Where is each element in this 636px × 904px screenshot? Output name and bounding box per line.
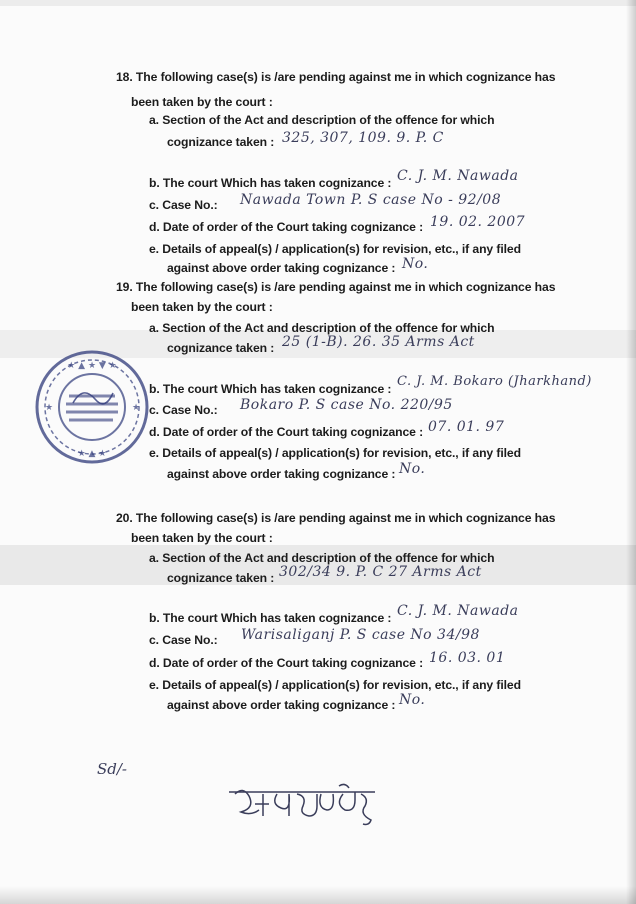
item-19-a-label: a. Section of the Act and description of the offence for which xyxy=(149,321,495,335)
scan-edge xyxy=(626,0,636,904)
scan-band xyxy=(0,0,636,6)
item-18-b-value: C. J. M. Nawada xyxy=(397,168,519,184)
svg-text:★: ★ xyxy=(45,403,54,413)
svg-text:★ ▲ ★ ▼ ★: ★ ▲ ★ ▼ ★ xyxy=(67,361,117,371)
item-19-c-label: c. Case No.: xyxy=(149,403,218,417)
item-18-d-value: 19. 02. 2007 xyxy=(430,214,526,230)
item-18-a-label: a. Section of the Act and description of the offence for which xyxy=(149,113,495,127)
item-18-d-label: d. Date of order of the Court taking cognizance : xyxy=(149,220,424,234)
item-19-b-label: b. The court Which has taken cognizance : xyxy=(149,382,392,396)
item-20-e-value: No. xyxy=(399,692,426,708)
item-18-heading: 18. The following case(s) is /are pending against me in which cognizance has xyxy=(116,70,556,84)
item-20-c-value: Warisaliganj P. S case No 34/98 xyxy=(241,627,480,643)
item-20-a-value: 302/34 9. P. C 27 Arms Act xyxy=(279,564,482,580)
item-19-b-value: C. J. M. Bokaro (Jharkhand) xyxy=(397,374,592,389)
item-19-d-value: 07. 01. 97 xyxy=(428,419,505,435)
item-19-d-label: d. Date of order of the Court taking cognizance : xyxy=(149,425,424,439)
item-20-e-label-cont: against above order taking cognizance : xyxy=(167,698,396,712)
item-20-e-label: e. Details of appeal(s) / application(s) for revision, etc., if any filed xyxy=(149,678,521,692)
sd-mark: Sd/- xyxy=(97,760,127,778)
item-18-c-label: c. Case No.: xyxy=(149,198,218,212)
item-20-c-label: c. Case No.: xyxy=(149,633,218,647)
item-19-a-value: 25 (1-B). 26. 35 Arms Act xyxy=(282,334,475,350)
scan-edge xyxy=(0,886,636,904)
item-20-d-label: d. Date of order of the Court taking cognizance : xyxy=(149,656,424,670)
item-19-heading: 19. The following case(s) is /are pending against me in which cognizance has xyxy=(116,280,556,294)
item-20-d-value: 16. 03. 01 xyxy=(429,650,506,666)
item-18-e-label: e. Details of appeal(s) / application(s) for revision, etc., if any filed xyxy=(149,242,521,256)
item-18-c-value: Nawada Town P. S case No - 92/08 xyxy=(240,192,502,208)
svg-text:★ ▲ ★: ★ ▲ ★ xyxy=(77,449,107,459)
item-19-c-value: Bokaro P. S case No. 220/95 xyxy=(240,397,453,413)
svg-text:★: ★ xyxy=(132,403,141,413)
item-20-a-label-cont: cognizance taken : xyxy=(167,571,275,585)
item-20-heading: 20. The following case(s) is /are pending against me in which cognizance has xyxy=(116,511,556,525)
item-18-a-label-cont: cognizance taken : xyxy=(167,135,275,149)
item-18-a-value: 325, 307, 109. 9. P. C xyxy=(282,130,444,146)
item-18-b-label: b. The court Which has taken cognizance : xyxy=(149,176,392,190)
item-18-e-label-cont: against above order taking cognizance : xyxy=(167,261,396,275)
item-20-heading-cont: been taken by the court : xyxy=(131,531,273,545)
item-19-e-label: e. Details of appeal(s) / application(s) for revision, etc., if any filed xyxy=(149,446,521,460)
item-20-a-label: a. Section of the Act and description of the offence for which xyxy=(149,551,495,565)
item-19-a-label-cont: cognizance taken : xyxy=(167,341,275,355)
official-stamp xyxy=(33,348,151,466)
item-19-e-value: No. xyxy=(399,461,426,477)
item-20-b-value: C. J. M. Nawada xyxy=(397,603,519,619)
item-19-e-label-cont: against above order taking cognizance : xyxy=(167,467,396,481)
signature xyxy=(225,782,380,832)
item-18-heading-cont: been taken by the court : xyxy=(131,95,273,109)
item-18-e-value: No. xyxy=(402,256,429,272)
item-20-b-label: b. The court Which has taken cognizance : xyxy=(149,611,392,625)
item-19-heading-cont: been taken by the court : xyxy=(131,300,273,314)
